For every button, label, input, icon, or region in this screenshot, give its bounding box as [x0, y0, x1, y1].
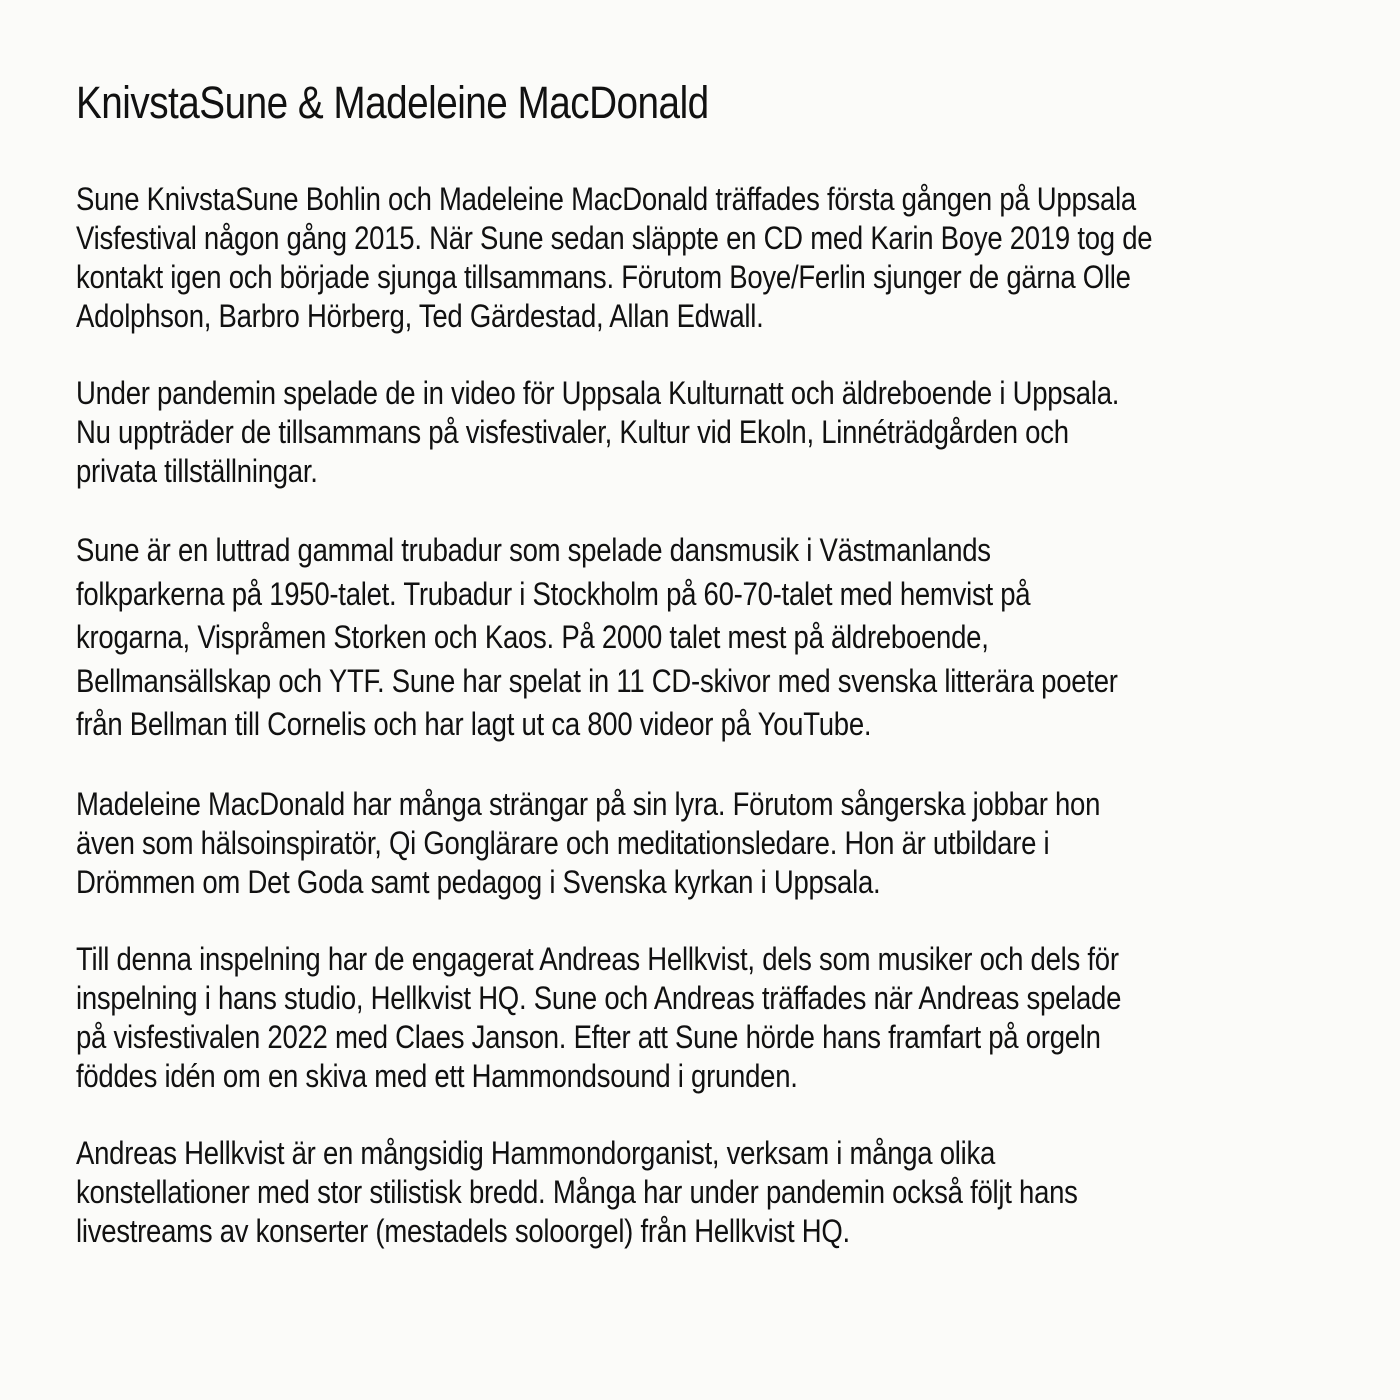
text-line: Sune är en luttrad gammal trubadur som spelade dansmusik i Västmanlands [76, 532, 991, 568]
paragraph-sune [76, 529, 1340, 747]
text-line: Andreas Hellkvist är en mångsidig Hammondorganist, verksam i många olika [76, 1134, 996, 1171]
text-line: Adolphson, Barbro Hörberg, Ted Gärdestad, Allan Edwall. [76, 298, 764, 334]
text-line: Sune KnivstaSune Bohlin och Madeleine MacDonald träffades första gången på Uppsala [76, 181, 1136, 217]
text-line: krogarna, Vispråmen Storken och Kaos. På 2000 talet mest på äldreboende, [76, 619, 989, 655]
text-line: Madeleine MacDonald har många strängar på sin lyra. Förutom sångerska jobbar hon [76, 785, 1101, 822]
text-line: på visfestivalen 2022 med Claes Janson. Efter att Sune hörde hans framfart på orgeln [76, 1018, 1101, 1055]
text-line: konstellationer med stor stilistisk bredd. Många har under pandemin också följt hans [76, 1173, 1078, 1210]
document-title: KnivstaSune & Madeleine MacDonald [76, 77, 709, 128]
text-line: Till denna inspelning har de engagerat Andreas Hellkvist, dels som musiker och dels för [76, 940, 1119, 977]
text-line: folkparkerna på 1950-talet. Trubadur i Stockholm på 60-70-talet med hemvist på [76, 575, 1031, 612]
paragraph-meeting [76, 180, 1340, 336]
text-line: föddes idén om en skiva med ett Hammondsound i grunden. [76, 1057, 798, 1094]
paragraph-andreas [76, 1134, 1340, 1251]
text-line: Nu uppträder de tillsammans på visfestivaler, Kultur vid Ekoln, Linnéträdgården och [76, 414, 1069, 450]
text-line: inspelning i hans studio, Hellkvist HQ. Sune och Andreas träffades när Andreas spelade [76, 979, 1122, 1016]
paragraph-madeleine [76, 785, 1340, 902]
text-line: privata tillställningar. [76, 453, 318, 489]
text-line: även som hälsoinspiratör, Qi Gonglärare och meditationsledare. Hon är utbildare i [76, 824, 1050, 861]
text-line: Bellmansällskap och YTF. Sune har spelat in 11 CD-skivor med svenska litterära poeter [76, 662, 1118, 699]
text-line: Visfestival någon gång 2015. När Sune sedan släppte en CD med Karin Boye 2019 tog de [76, 220, 1153, 256]
text-line: från Bellman till Cornelis och har lagt ut ca 800 videor på YouTube. [76, 706, 872, 742]
text-line: Drömmen om Det Goda samt pedagog i Svenska kyrkan i Uppsala. [76, 863, 881, 900]
text-line: kontakt igen och började sjunga tillsammans. Förutom Boye/Ferlin sjunger de gärna Olle [76, 259, 1131, 295]
paragraph-pandemic [76, 374, 1340, 491]
text-line: Under pandemin spelade de in video för Uppsala Kulturnatt och äldreboende i Uppsala. [76, 375, 1120, 411]
paragraph-recording [76, 940, 1340, 1096]
text-line: livestreams av konserter (mestadels soloorgel) från Hellkvist HQ. [76, 1212, 850, 1249]
